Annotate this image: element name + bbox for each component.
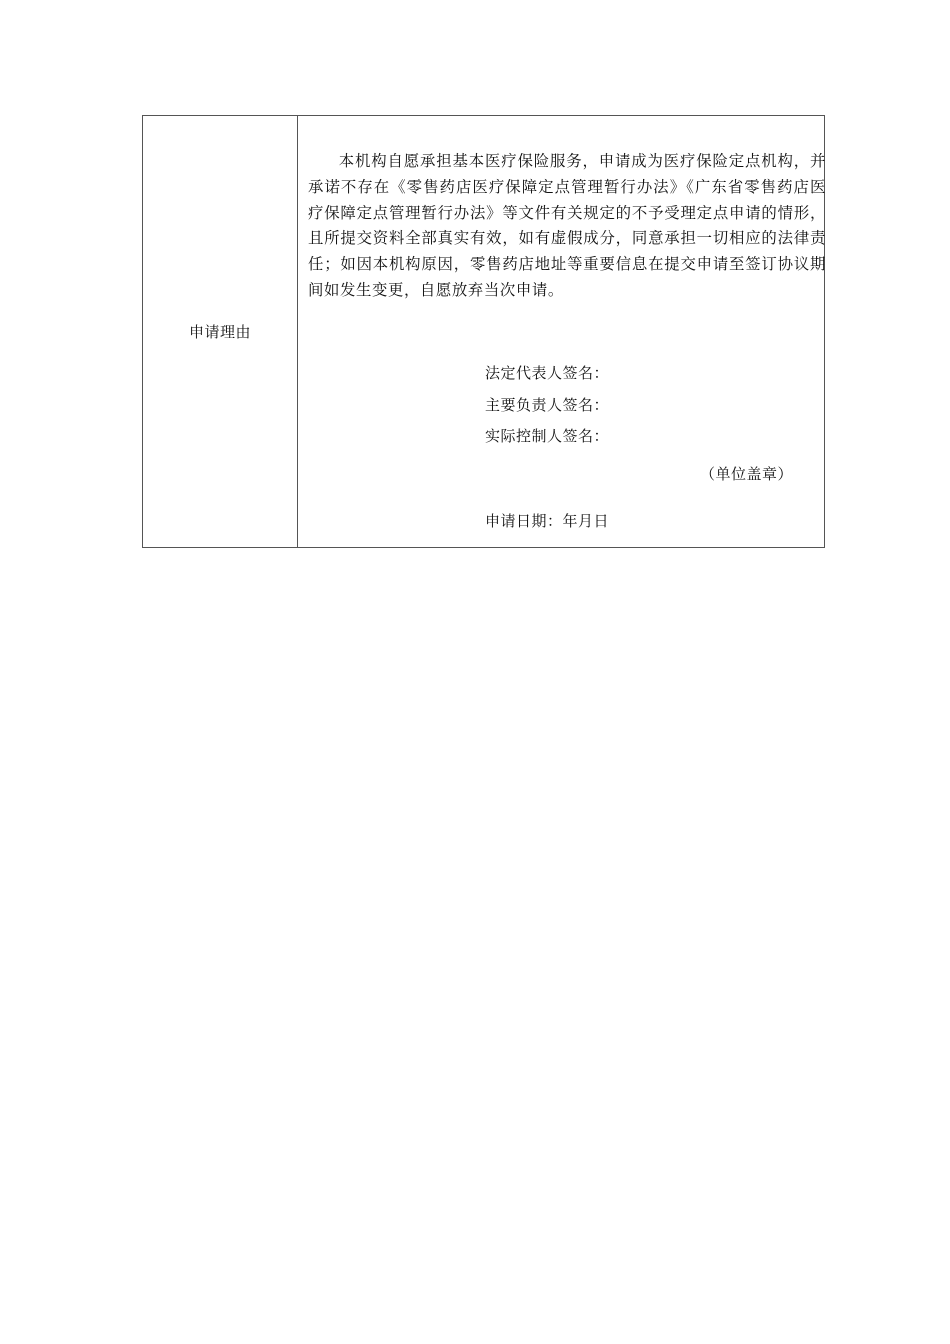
actual-controller-signature-line: 实际控制人签名：	[485, 427, 610, 445]
reason-label-cell	[143, 116, 298, 547]
unit-seal-note: （单位盖章）	[700, 465, 794, 483]
legal-representative-signature-line: 法定代表人签名：	[485, 364, 610, 382]
commitment-statement: 本机构自愿承担基本医疗保险服务，申请成为医疗保险定点机构，并承诺不存在《零售药店医疗保障定点管理暂行办法》《广东省零售药店医疗保障定点管理暂行办法》等文件有关规定的不予受理定点申请的情形，且所提交资料全部真实有效，如有虚假成分，同意承担一切相应的法律责任；如因本机构原因，零售药店地址等重要信息在提交申请至签订协议期间如发生变更，自愿放弃当次申请。	[308, 152, 826, 299]
principal-signature-line: 主要负责人签名：	[485, 396, 610, 414]
application-form-table	[142, 115, 825, 548]
reason-content-cell	[298, 116, 824, 547]
application-date-line: 申请日期：年月日	[485, 512, 610, 530]
reason-label: 申请理由	[188, 323, 251, 341]
